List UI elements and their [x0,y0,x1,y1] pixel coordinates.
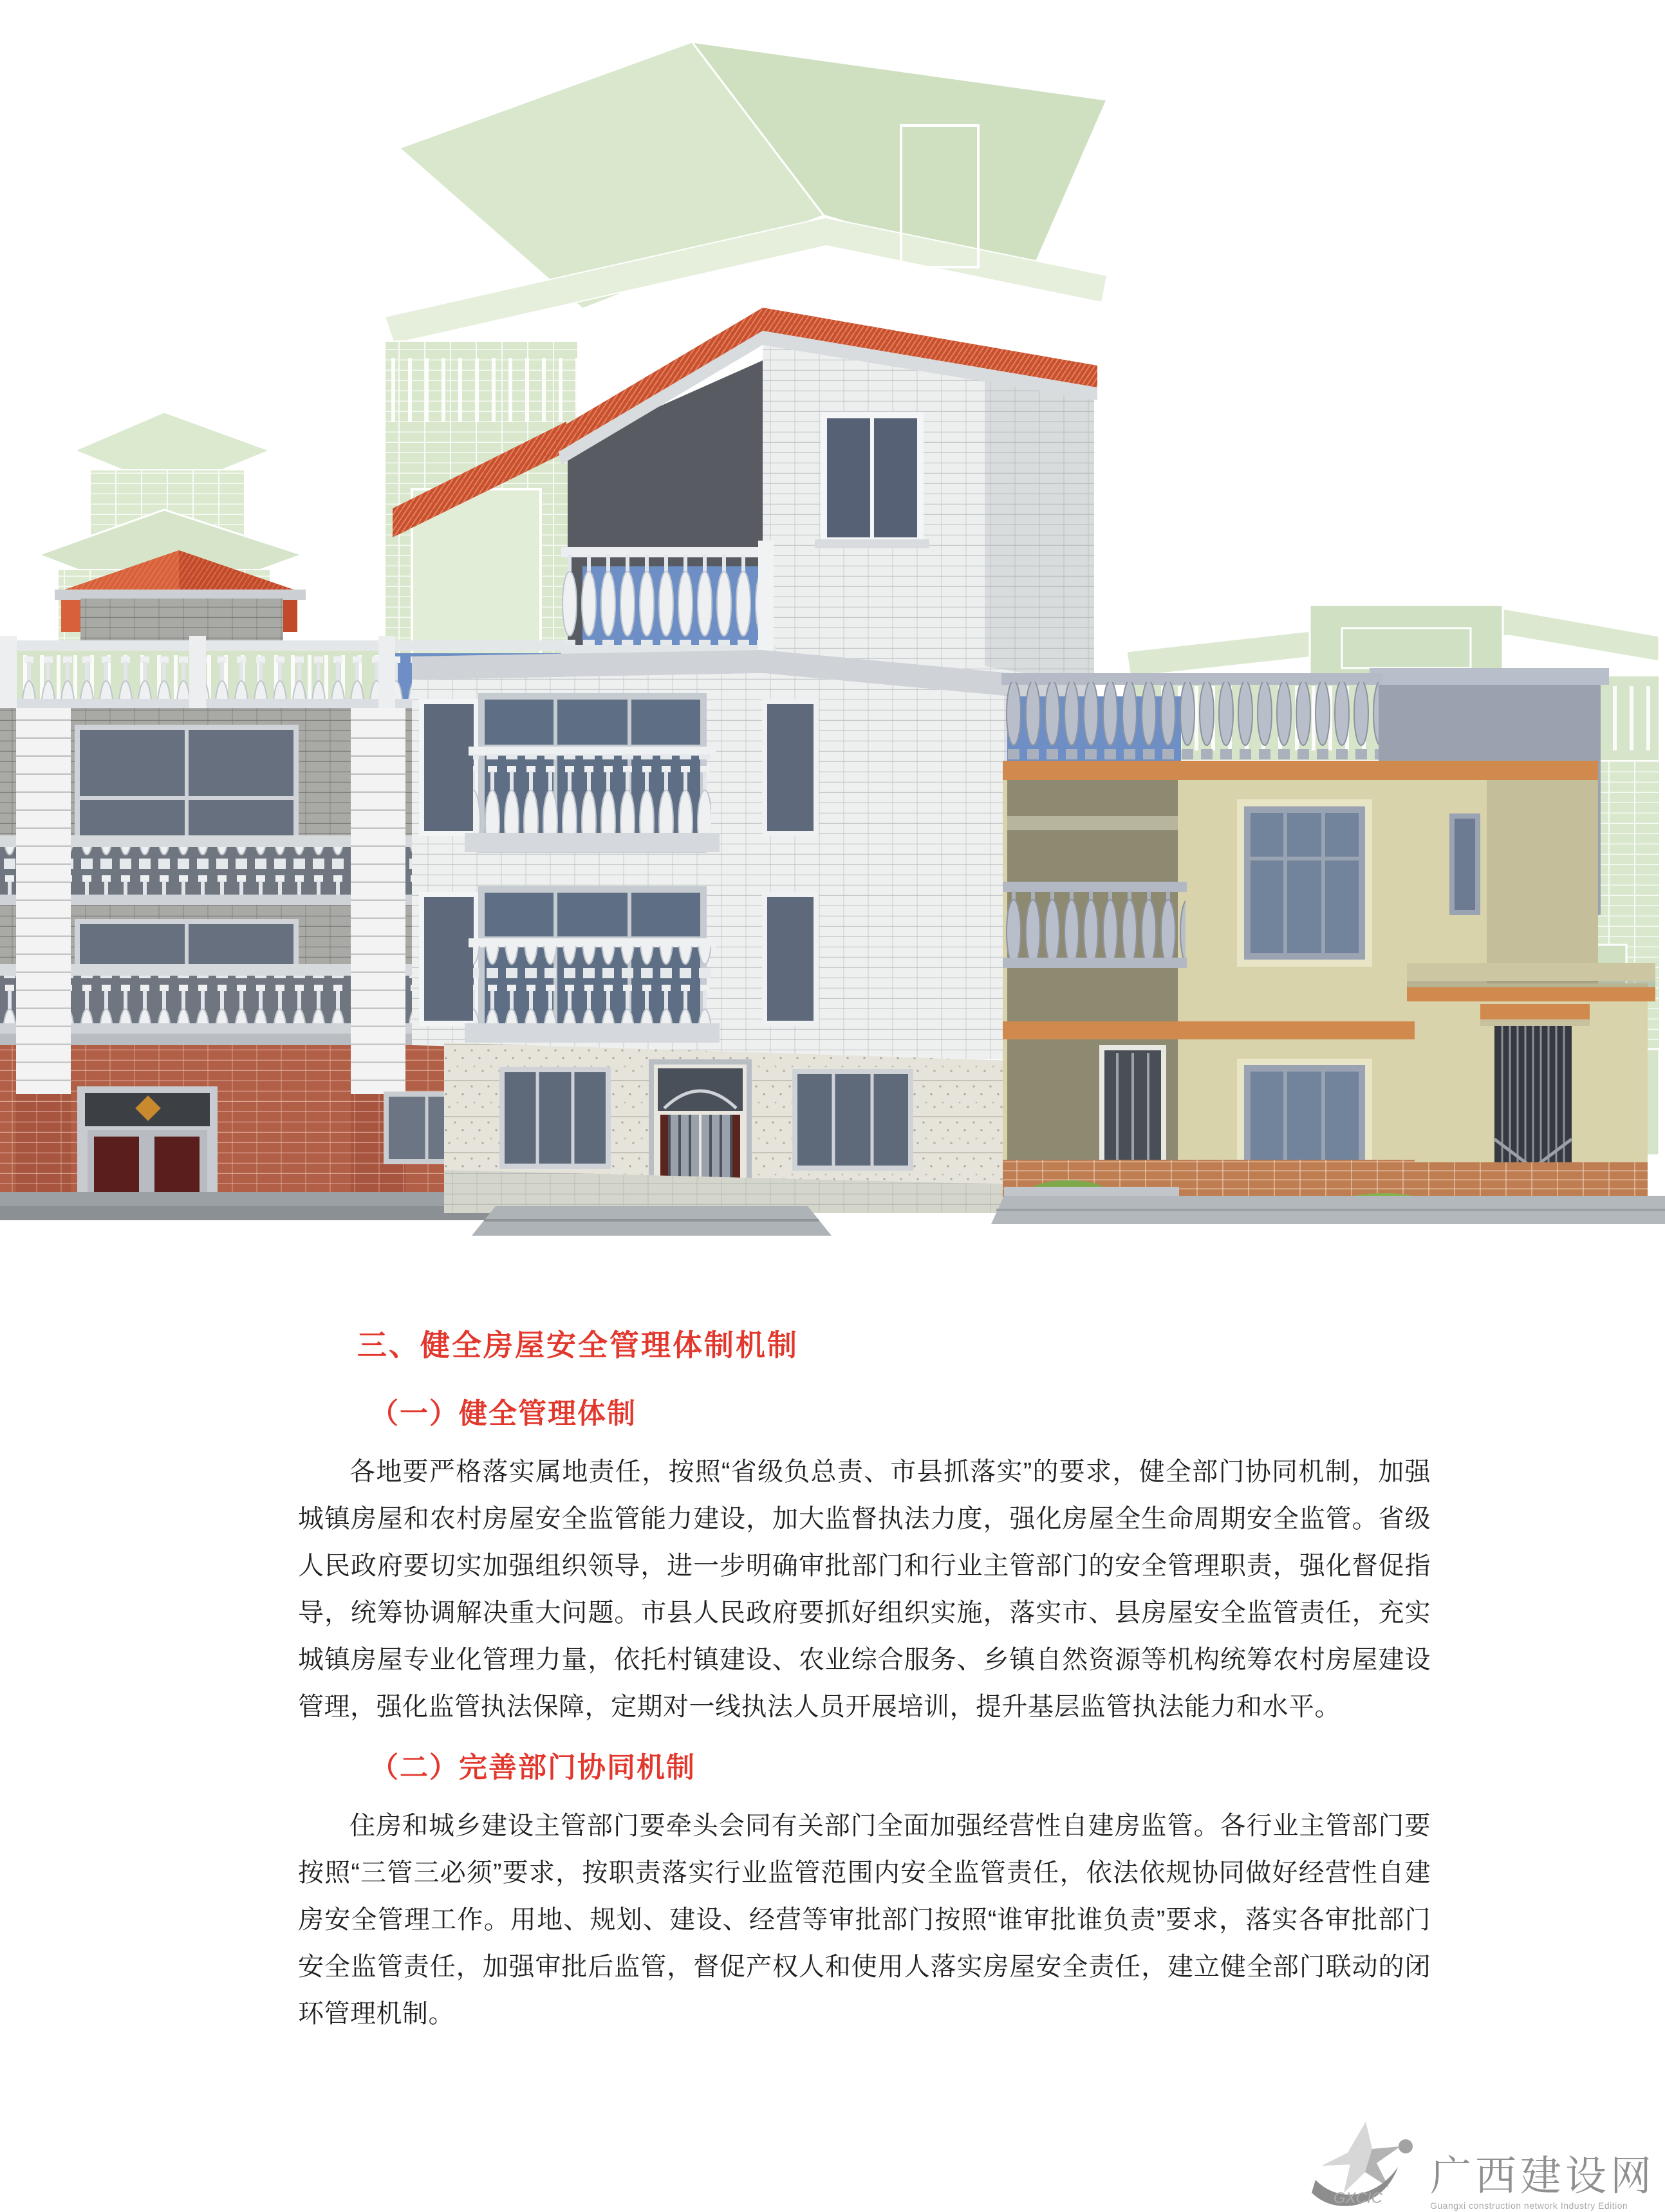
subsection-1-heading: （一）健全管理体制 [370,1398,637,1429]
right-house-cream [991,668,1665,1224]
subsection-1-paragraph: 各地要严格落实属地责任，按照“省级负总责、市县抓落实”的要求，健全部门协同机制，加强城镇房屋和农村房屋安全监管能力建设，加大监督执法力度，强化房屋全生命周期安全监管。省级人民政府要切实加强组织领导，进一步明确审批部门和行业主管部门的安全管理职责，强化督促指导，统筹协调解决重大问题。市县人民政府要抓好组织实施，落实市、县房屋安全监管责任，充实城镇房屋专业化管理力量，依托村镇建设、农业综合服务、乡镇自然资源等机构统筹农村房屋建设管理，强化监管执法保障，定期对一线执法人员开展培训，提升基层监管执法能力和水平。 [298,1458,1431,1721]
subsection-2-heading: （二）完善部门协同机制 [370,1752,696,1783]
left-house-door [77,1086,218,1198]
subsection-2-paragraph: 住房和城乡建设主管部门要牵头会同有关部门全面加强经营性自建房监管。各行业主管部门要按照“三管三必须”要求，按职责落实行业监管范围内安全监管责任，依法依规协同做好经营性自建房安全管理工作。用地、规划、建设、经营等审批部门按照“谁审批谁负责”要求，落实各审批部门安全监管责任，加强审批后监管，督促产权人和使用人落实房屋安全责任，建立健全部门联动的闭环管理机制。 [298,1812,1431,2028]
section-heading: 三、健全房屋安全管理体制机制 [357,1328,799,1362]
article-body [298,1328,1431,2038]
courtyard-wall-and-gate [1407,963,1655,1197]
logo-text-block [1430,2154,1655,2212]
site-logo [1304,2121,1655,2212]
logo-tagline: Guangxi construction network Industry Edition [1430,2200,1628,2211]
logo-acronym: GXCIC [1334,2189,1383,2207]
star-swoosh-icon [1304,2121,1419,2212]
logo-site-name: 广西建设网 [1430,2153,1655,2199]
